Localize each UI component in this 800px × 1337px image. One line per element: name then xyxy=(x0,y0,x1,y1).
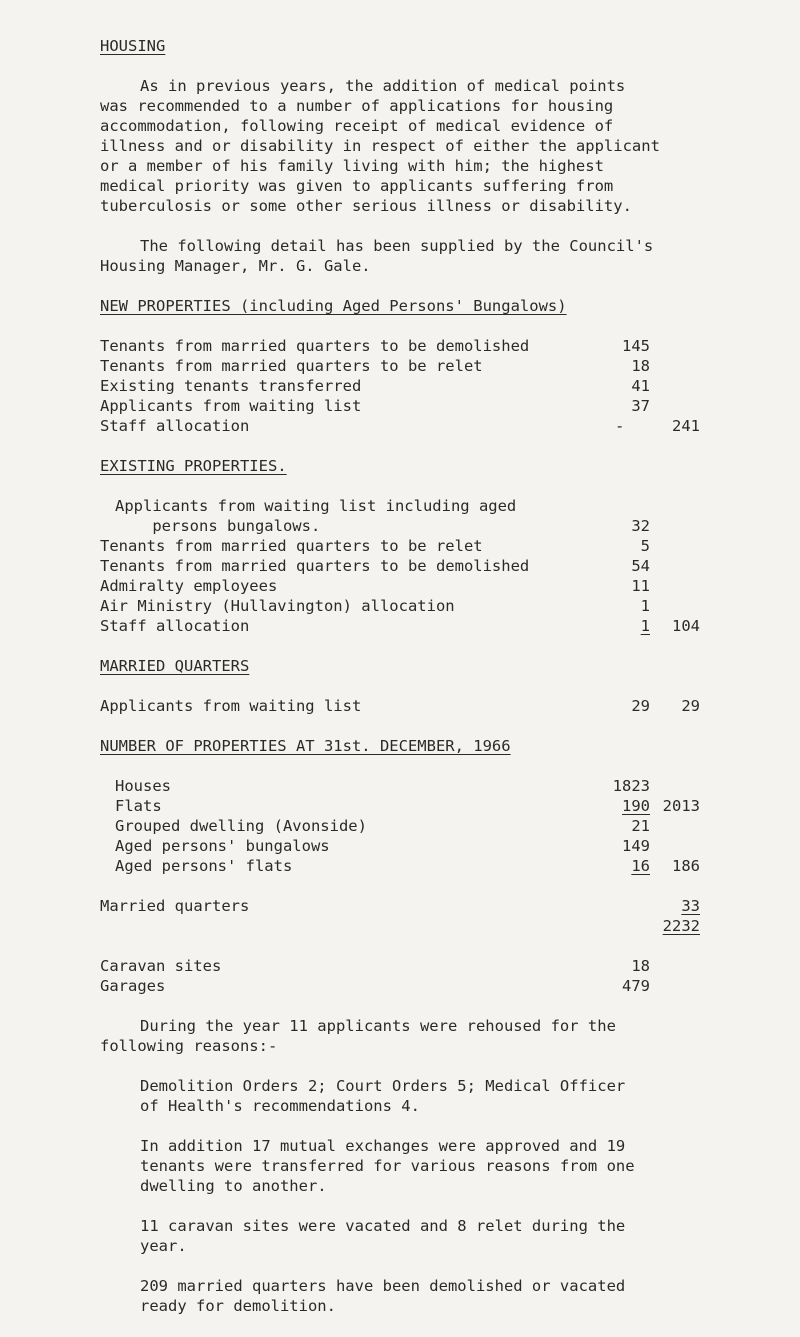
intro-line-3: accommodation, following receipt of medical evidence of xyxy=(100,117,614,135)
existing-row-label: Staff allocation xyxy=(100,617,250,635)
caravans-line-2: year. xyxy=(140,1237,187,1255)
intro-line-5: or a member of his family living with him; the highest xyxy=(100,157,604,175)
new-row-value: 37 xyxy=(631,397,650,415)
properties-row-value: 190 xyxy=(622,797,650,815)
exchanges-line-3: dwelling to another. xyxy=(140,1177,327,1195)
properties-row-label: Aged persons' flats xyxy=(115,857,293,875)
exchanges-line-2: tenants were transferred for various reasons from one xyxy=(140,1157,635,1175)
new-row-value: 145 xyxy=(622,337,650,355)
properties-row-value: 149 xyxy=(622,837,650,855)
caravan-sites-label: Caravan sites xyxy=(100,957,222,975)
properties-subtotal: 2013 xyxy=(662,797,700,815)
new-row-label: Existing tenants transferred xyxy=(100,377,362,395)
properties-row-value: 16 xyxy=(631,857,650,875)
reasons-line-2: of Health's recommendations 4. xyxy=(140,1097,420,1115)
garages-label: Garages xyxy=(100,977,166,995)
new-row-label: Tenants from married quarters to be demolished xyxy=(100,337,530,355)
page-title: HOUSING xyxy=(100,37,166,55)
properties-subtotal: 186 xyxy=(672,857,700,875)
properties-row-value: 1823 xyxy=(612,777,650,795)
new-row-value: 41 xyxy=(631,377,650,395)
properties-row-label: Houses xyxy=(115,777,171,795)
new-row-label: Applicants from waiting list xyxy=(100,397,362,415)
existing-row-label: Air Ministry (Hullavington) allocation xyxy=(100,597,455,615)
married-quarters-value: 29 xyxy=(631,697,650,715)
new-total: 241 xyxy=(672,417,700,435)
garages-value: 479 xyxy=(622,977,650,995)
married-quarters-total: 29 xyxy=(681,697,700,715)
detail-line-1: The following detail has been supplied by the Council's xyxy=(140,237,654,255)
existing-row-label: Tenants from married quarters to be relet xyxy=(100,537,483,555)
reasons-line-1: Demolition Orders 2; Court Orders 5; Medical Officer xyxy=(140,1077,626,1095)
new-row-value: - xyxy=(615,417,625,435)
properties-row-label: Grouped dwelling (Avonside) xyxy=(115,817,367,835)
existing-row-value: 32 xyxy=(631,517,650,535)
properties-row-label: Flats xyxy=(115,797,162,815)
new-row-label: Staff allocation xyxy=(100,417,250,435)
existing-row-value: 54 xyxy=(631,557,650,575)
existing-row-label: Tenants from married quarters to be demolished xyxy=(100,557,530,575)
married-quarters-label: Applicants from waiting list xyxy=(100,697,362,715)
married-quarters-count-value: 33 xyxy=(681,897,700,915)
intro-line-4: illness and or disability in respect of either the applicant xyxy=(100,137,660,155)
caravans-line-1: 11 caravan sites were vacated and 8 relet during the xyxy=(140,1217,626,1235)
intro-line-1: As in previous years, the addition of medical points xyxy=(140,77,626,95)
demolished-line-1: 209 married quarters have been demolished or vacated xyxy=(140,1277,626,1295)
intro-line-2: was recommended to a number of applications for housing xyxy=(100,97,614,115)
intro-line-6: medical priority was given to applicants suffering from xyxy=(100,177,614,195)
demolished-line-2: ready for demolition. xyxy=(140,1297,336,1315)
existing-row-value: 11 xyxy=(631,577,650,595)
new-properties-heading: NEW PROPERTIES (including Aged Persons' Bungalows) xyxy=(100,297,567,315)
existing-row-value: 1 xyxy=(640,597,650,615)
number-of-properties-heading: NUMBER OF PROPERTIES AT 31st. DECEMBER, 1966 xyxy=(100,737,511,755)
new-row-label: Tenants from married quarters to be relet xyxy=(100,357,483,375)
properties-row-value: 21 xyxy=(631,817,650,835)
exchanges-line-1: In addition 17 mutual exchanges were approved and 19 xyxy=(140,1137,626,1155)
new-row-value: 18 xyxy=(631,357,650,375)
married-quarters-count-label: Married quarters xyxy=(100,897,250,915)
detail-line-2: Housing Manager, Mr. G. Gale. xyxy=(100,257,371,275)
existing-properties-heading: EXISTING PROPERTIES. xyxy=(100,457,287,475)
properties-grand-total: 2232 xyxy=(662,917,700,935)
rehoused-line-1: During the year 11 applicants were rehoused for the xyxy=(140,1017,616,1035)
intro-line-7: tuberculosis or some other serious illness or disability. xyxy=(100,197,632,215)
married-quarters-heading: MARRIED QUARTERS xyxy=(100,657,250,675)
existing-row-value: 1 xyxy=(640,617,650,635)
caravan-sites-value: 18 xyxy=(631,957,650,975)
properties-row-label: Aged persons' bungalows xyxy=(115,837,330,855)
existing-row-label: Applicants from waiting list including aged xyxy=(115,497,517,515)
existing-total: 104 xyxy=(672,617,700,635)
existing-row-label: Admiralty employees xyxy=(100,577,278,595)
existing-row-label: persons bungalows. xyxy=(115,517,321,535)
existing-row-value: 5 xyxy=(640,537,650,555)
rehoused-line-2: following reasons:- xyxy=(100,1037,278,1055)
